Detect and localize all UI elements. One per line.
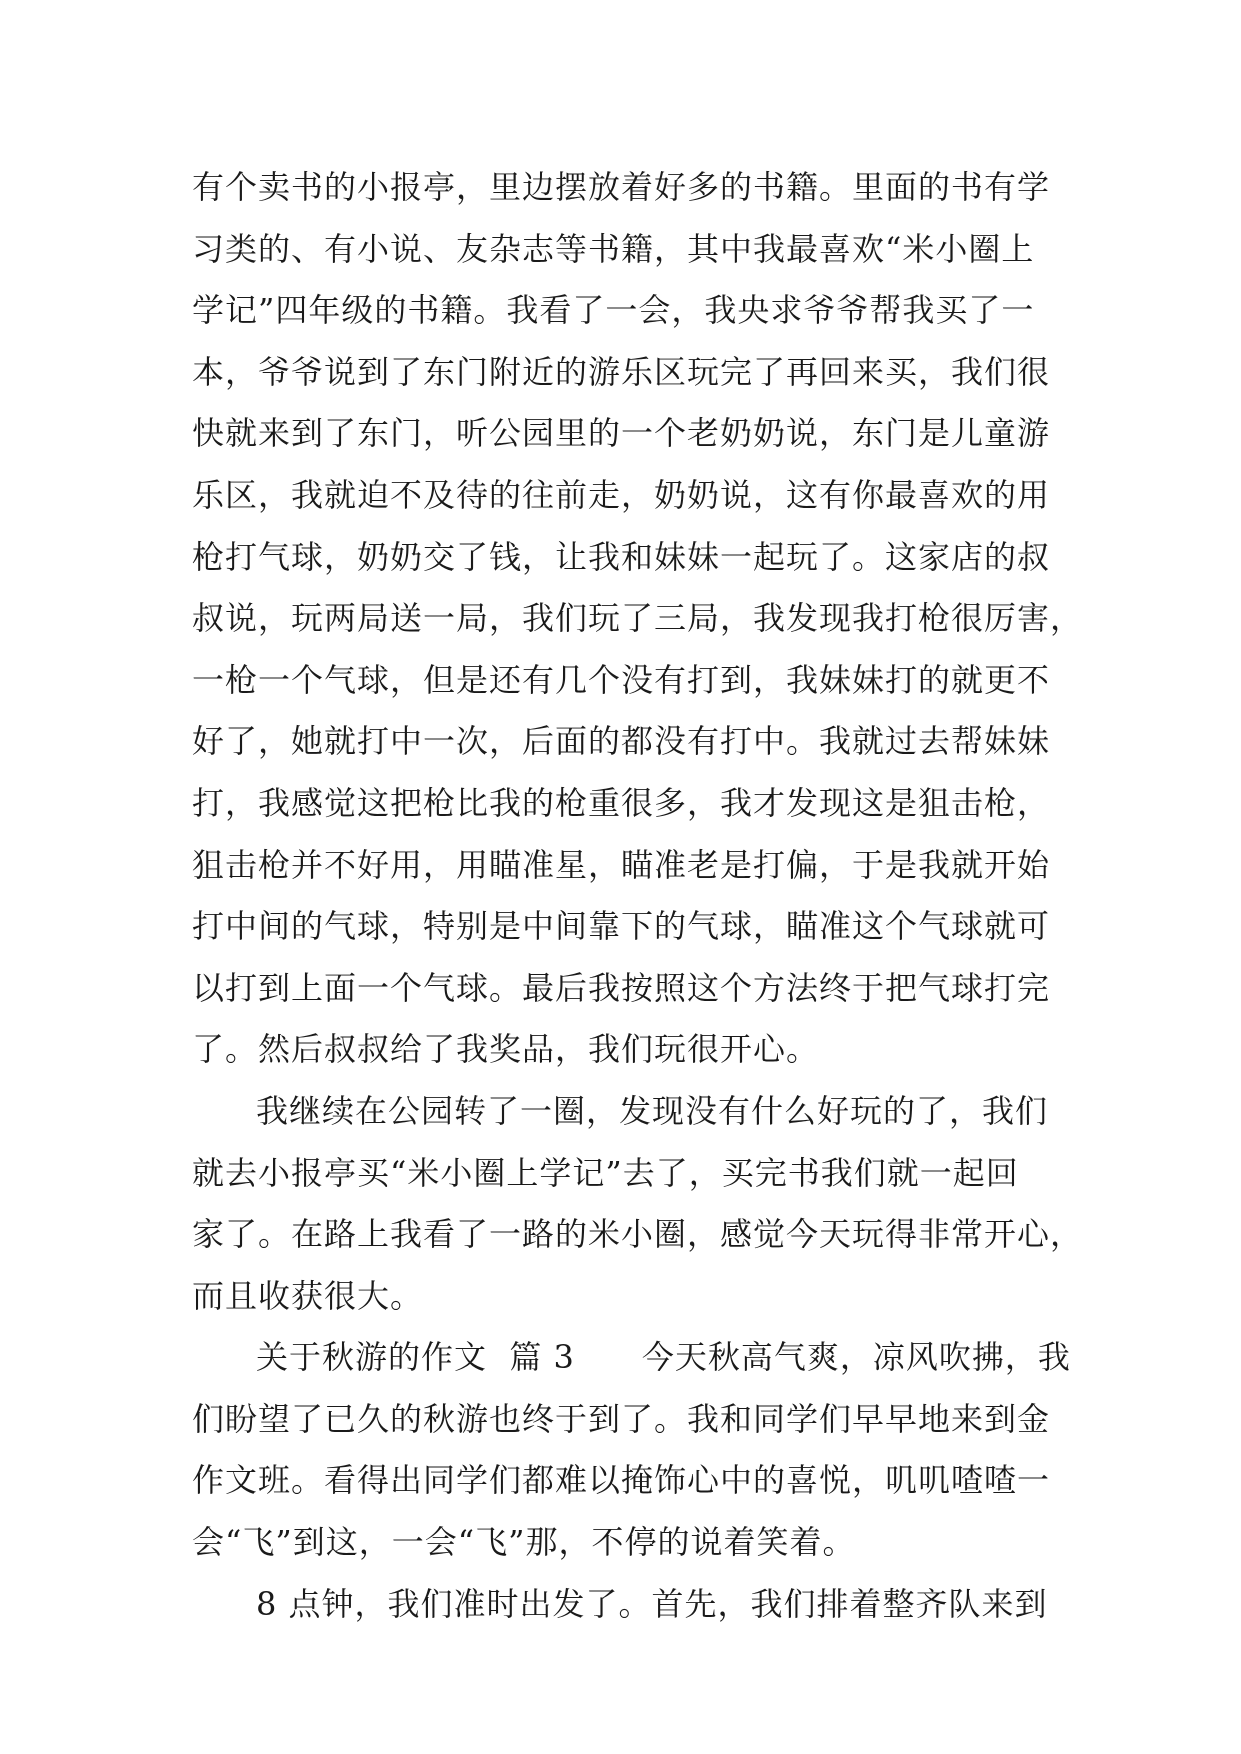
- text-line: 而且收获很大。: [192, 1276, 424, 1315]
- section-heading-line: 关于秋游的作文 篇 3 今天秋高气爽，凉风吹拂，我: [256, 1338, 1071, 1377]
- text-line: 本，爷爷说到了东门附近的游乐区玩完了再回来买，我们很: [192, 352, 1051, 391]
- text-line: 一枪一个气球，但是还有几个没有打到，我妹妹打的就更不: [192, 660, 1051, 699]
- text-line: 学记”四年级的书籍。我看了一会，我央求爷爷帮我买了一: [192, 291, 1035, 330]
- text-line: 就去小报亭买“米小圈上学记”去了，买完书我们就一起回: [192, 1153, 1019, 1192]
- essay-text: [192, 157, 1084, 1635]
- text-line: 叔说，玩两局送一局，我们玩了三局，我发现我打枪很厉害，: [192, 599, 1084, 638]
- text-line: 了。然后叔叔给了我奖品，我们玩很开心。: [192, 1030, 820, 1069]
- text-line: 打，我感觉这把枪比我的枪重很多，我才发现这是狙击枪，: [192, 783, 1051, 822]
- text-line: 打中间的气球，特别是中间靠下的气球，瞄准这个气球就可: [192, 907, 1051, 946]
- text-line: 习类的、有小说、友杂志等书籍，其中我最喜欢“米小圈上: [192, 229, 1035, 268]
- text-line: 以打到上面一个气球。最后我按照这个方法终于把气球打完: [192, 968, 1051, 1007]
- paragraph-start-line: 我继续在公园转了一圈，发现没有什么好玩的了，我们: [256, 1091, 1049, 1130]
- text-line: 会“飞”到这，一会“飞”那，不停的说着笑着。: [192, 1523, 856, 1562]
- text-line: 作文班。看得出同学们都难以掩饰心中的喜悦，叽叽喳喳一: [192, 1461, 1051, 1500]
- paragraph-start-line: 8 点钟，我们准时出发了。首先，我们排着整齐队来到: [256, 1584, 1048, 1623]
- text-line: 快就来到了东门，听公园里的一个老奶奶说，东门是儿童游: [192, 414, 1051, 453]
- text-line: 好了，她就打中一次，后面的都没有打中。我就过去帮妹妹: [192, 722, 1051, 761]
- text-line: 们盼望了已久的秋游也终于到了。我和同学们早早地来到金: [192, 1399, 1051, 1438]
- text-line: 枪打气球，奶奶交了钱，让我和妹妹一起玩了。这家店的叔: [192, 537, 1051, 576]
- text-line: 有个卖书的小报亭，里边摆放着好多的书籍。里面的书有学: [192, 168, 1051, 206]
- text-line: 家了。在路上我看了一路的米小圈，感觉今天玩得非常开心，: [192, 1215, 1084, 1254]
- text-line: 狙击枪并不好用，用瞄准星，瞄准老是打偏，于是我就开始: [192, 845, 1051, 884]
- text-line: 乐区，我就迫不及待的往前走，奶奶说，这有你最喜欢的用: [192, 475, 1051, 514]
